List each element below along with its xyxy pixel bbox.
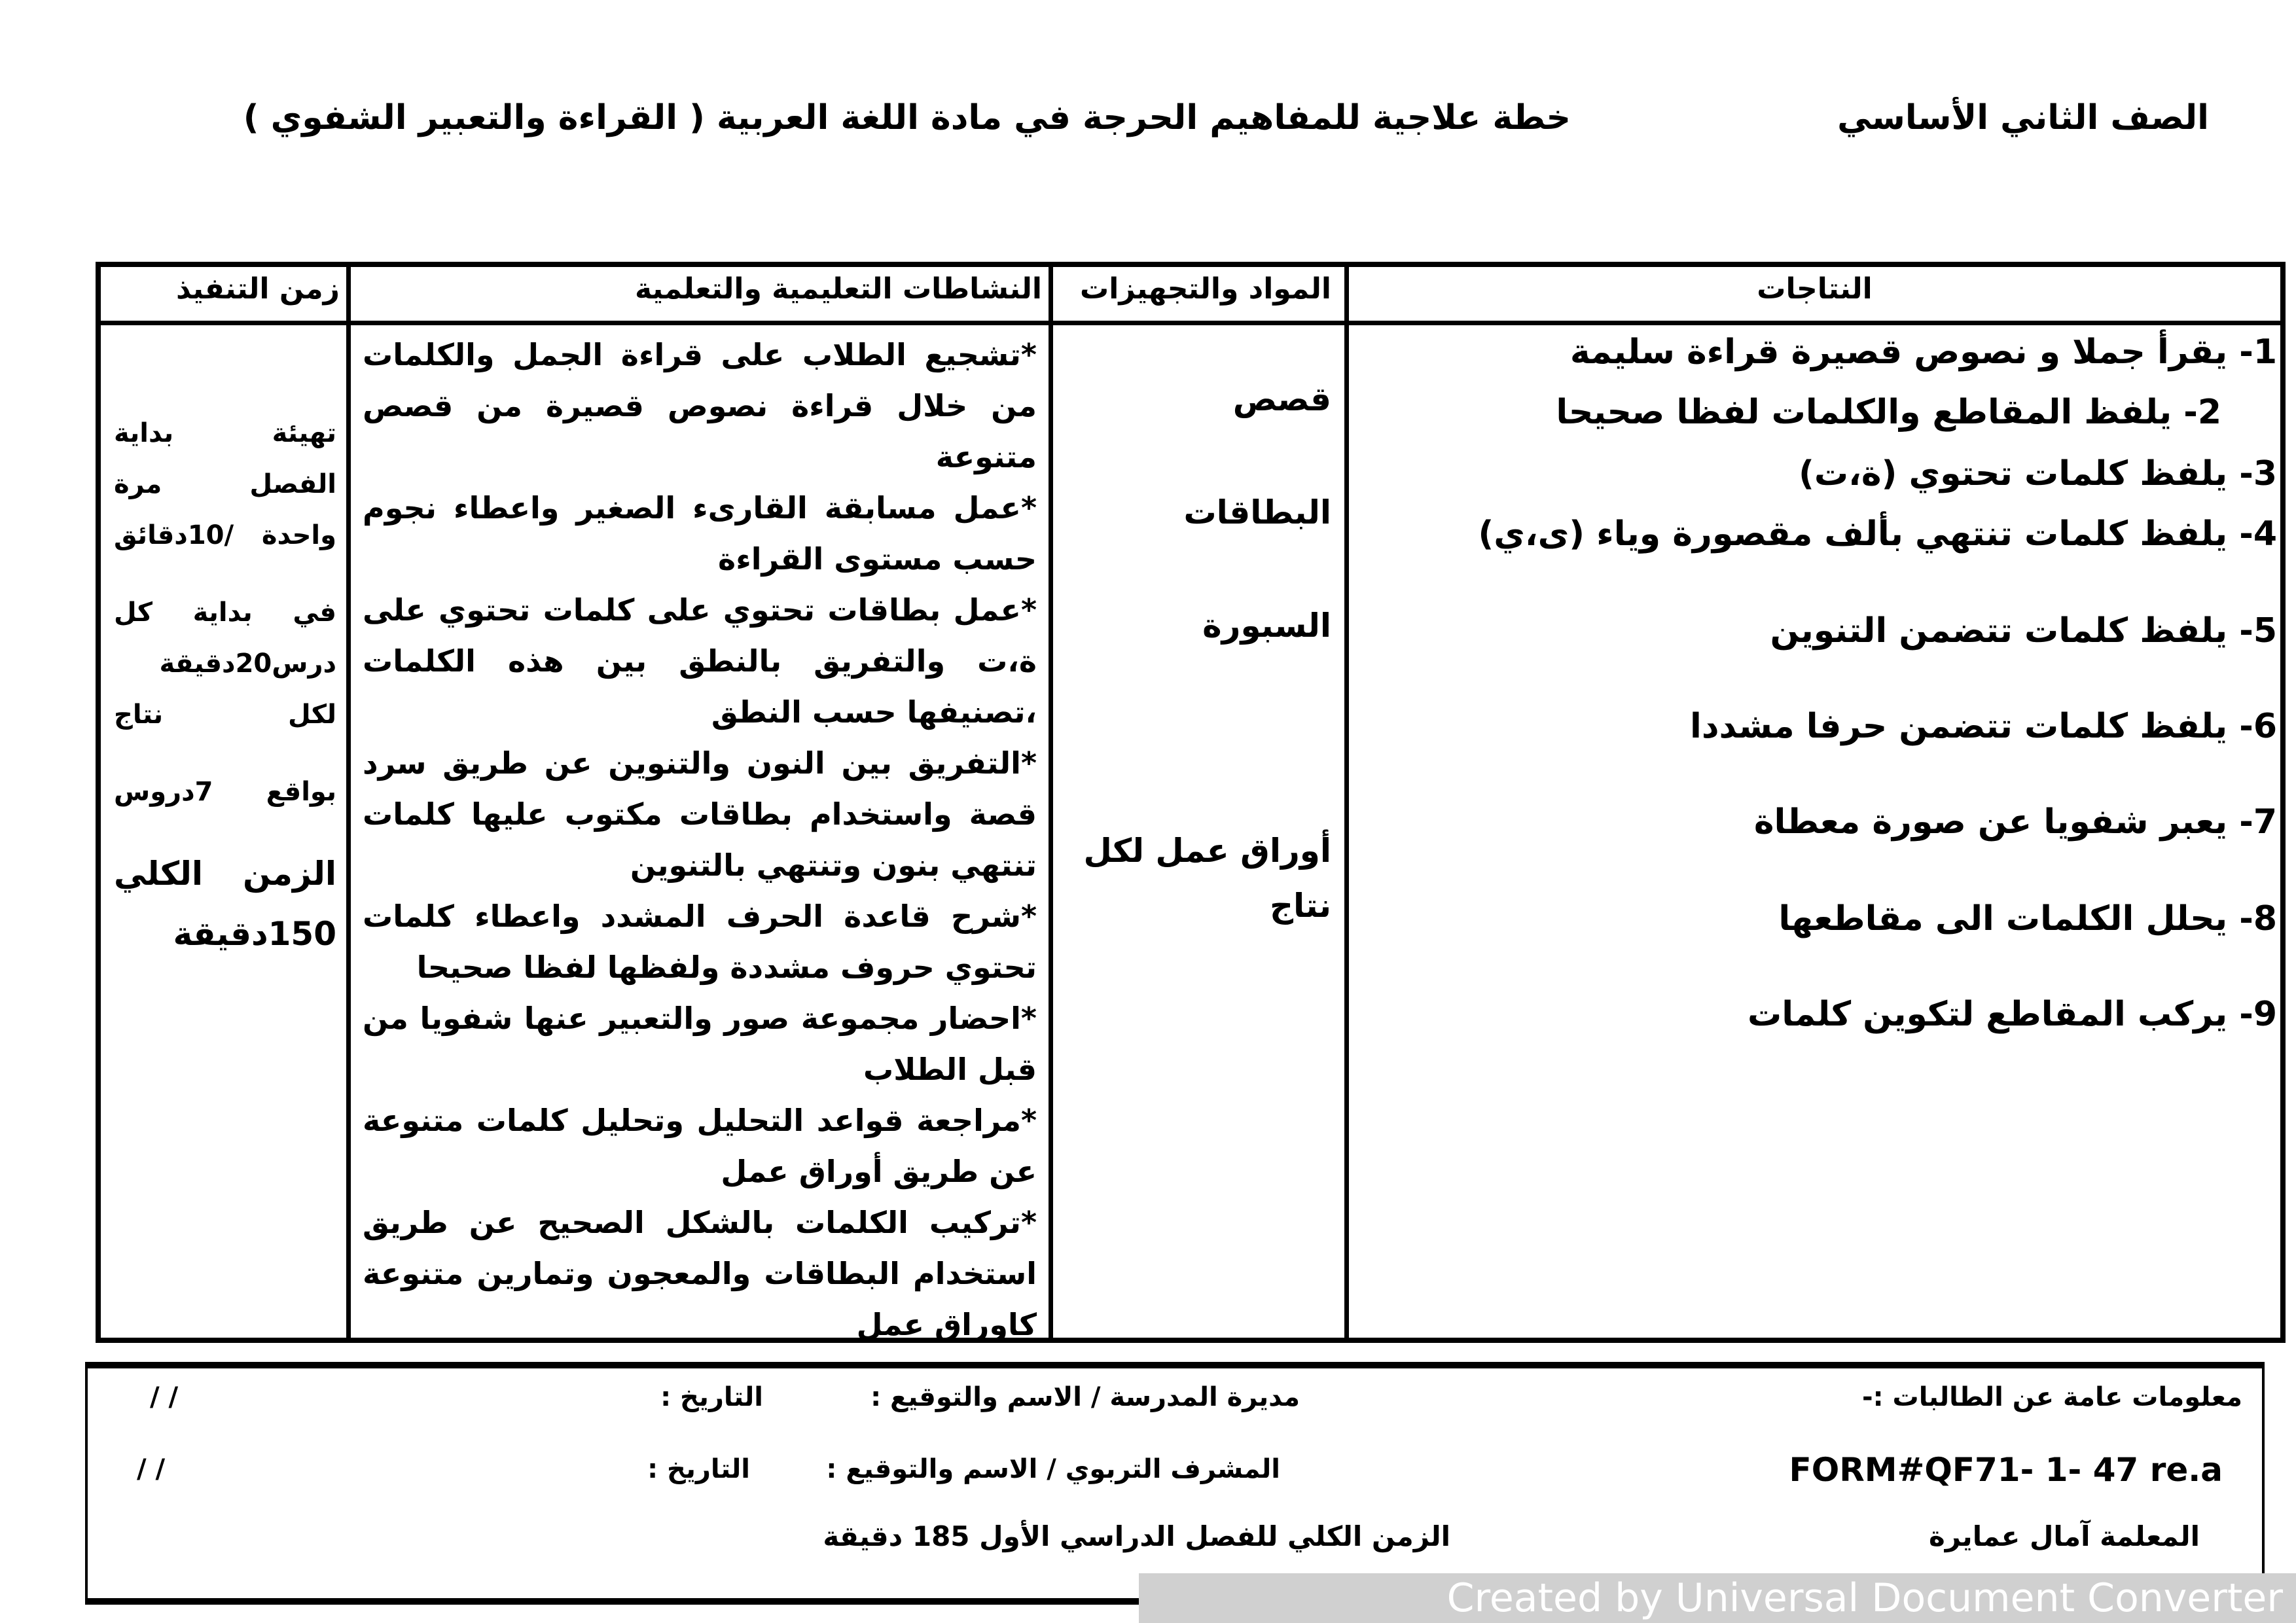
outcome-item: 3- يلفظ كلمات تحتوي (ة،ت) [1799, 454, 2277, 493]
material-item: أوراق عمل لكل نتاج [1083, 832, 1331, 925]
time-item: بواقع 7دروس [114, 777, 336, 807]
column-header-outcomes: النتاجات [1757, 272, 1873, 306]
footer-box [85, 1362, 2265, 1605]
outcome-item: 1- يقرأ جملا و نصوص قصيرة قراءة سليمة [1570, 332, 2277, 372]
activities-cell [363, 329, 1037, 1350]
outcome-item: 2- يلفظ المقاطع والكلمات لفظا صحيحا [1556, 393, 2221, 432]
outcome-item: 5- يلفظ كلمات تتضمن التنوين [1770, 611, 2277, 651]
supervisor-date-field: / / [137, 1454, 166, 1484]
time-item: في بداية كل درس20دقيقة لكل نتاج [114, 597, 336, 730]
column-divider [1049, 267, 1053, 1338]
page-title: خطة علاجية للمفاهيم الحرجة في مادة اللغة العربية ( القراءة والتعبير الشفوي ) [243, 98, 1571, 137]
teacher-name: المعلمة آمال عمايرة [1929, 1520, 2200, 1552]
outcome-item: 6- يلفظ كلمات تتضمن حرفا مشددا [1690, 707, 2277, 746]
supervisor-signature-label: المشرف التربوي / الاسم والتوقيع : [826, 1454, 1280, 1484]
column-divider [1344, 267, 1349, 1338]
activity-item: *تركيب الكلمات بالشكل الصحيح عن طريق استخدام البطاقات والمعجون وتمارين متنوعة كاوراق عمل [363, 1205, 1037, 1342]
outcome-item: 8- يحلل الكلمات الى مقاطعها [1778, 899, 2277, 938]
column-divider [346, 267, 351, 1338]
activity-item: *عمل بطاقات تحتوي على كلمات تحتوي على ة،ت والتفريق بالنطق بين هذه الكلمات ،تصنيفها حسب النطق [363, 592, 1037, 730]
form-code: FORM#QF71- 1- 47 re.a [1789, 1451, 2223, 1489]
principal-signature-label: مديرة المدرسة / الاسم والتوقيع : [870, 1382, 1300, 1412]
activity-item: *التفريق بين النون والتنوين عن طريق سرد قصة واستخدام بطاقات مكتوب عليها كلمات تنتهي بنون وتنتهي بالتنوين [363, 745, 1037, 883]
time-total: الزمن الكلي 150دقيقة [114, 855, 336, 953]
principal-date-field: / / [150, 1382, 179, 1412]
material-item: السبورة [1202, 607, 1331, 645]
material-item: البطاقات [1183, 493, 1331, 531]
grade-label: الصف الثاني الأساسي [1837, 98, 2209, 137]
outcome-item: 9- يركب المقاطع لتكوين كلمات [1747, 995, 2277, 1034]
column-header-materials: المواد والتجهيزات [1080, 272, 1331, 306]
semester-total-time: الزمن الكلي للفصل الدراسي الأول 185 دقيقة [823, 1520, 1450, 1552]
outcome-item: 4- يلفظ كلمات تنتهي بألف مقصورة وياء (ى،ي) [1478, 514, 2277, 554]
time-cell [114, 408, 336, 990]
plan-table [96, 262, 2286, 1343]
column-header-activities: النشاطات التعليمية والتعلمية [635, 272, 1042, 306]
activity-item: *عمل مسابقة القارىء الصغير واعطاء نجوم حسب مستوى القراءة [363, 490, 1037, 577]
materials-cell [1053, 267, 1344, 1338]
outcome-item: 7- يعبر شفويا عن صورة معطاة [1753, 802, 2277, 842]
activity-item: *احضار مجموعة صور والتعبير عنها شفويا من قبل الطلاب [363, 1001, 1037, 1087]
watermark: Created by Universal Document Converter [1139, 1573, 2296, 1623]
activity-item: *شرح قاعدة الحرف المشدد واعطاء كلمات تحتوي حروف مشددة ولفظها لفظا صحيحا [363, 899, 1037, 985]
principal-date-label: التاريخ : [660, 1382, 763, 1412]
material-item: قصص [1232, 380, 1331, 418]
time-item: تهيئة بداية الفصل مرة واحدة /10دقائق [114, 418, 336, 550]
outcomes-cell [1349, 267, 2280, 1338]
column-header-time: زمن التنفيذ [175, 272, 340, 306]
students-info-label: معلومات عامة عن الطالبات :- [1862, 1382, 2242, 1412]
supervisor-date-label: التاريخ : [647, 1454, 750, 1484]
activity-item: *تشجيع الطلاب على قراءة الجمل والكلمات من خلال قراءة نصوص قصيرة من قصص متنوعة [363, 337, 1037, 474]
activity-item: *مراجعة قواعد التحليل وتحليل كلمات متنوعة عن طريق أوراق عمل [363, 1103, 1037, 1189]
